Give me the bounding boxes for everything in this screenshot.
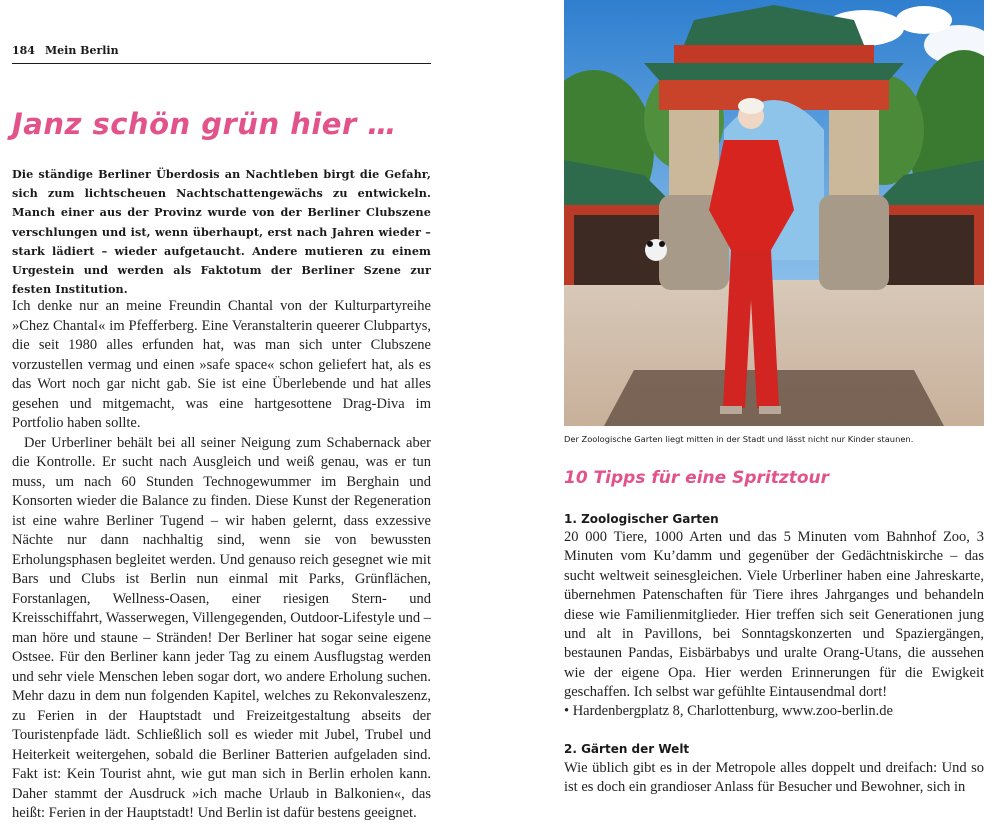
right-page (564, 0, 984, 800)
side-pavilion-right-opening (884, 215, 974, 285)
left-page (12, 0, 431, 821)
body-paragraph: Ich denke nur an meine Freundin Chantal von der Kulturpartyreihe »Chez Chantal« im Pfefferberg. Eine Veranstalterin queerer Clubpartys, die seit 1980 alles erfunden hat, was man sich unter Clubszene vorzustellen vermag und einen »safe space« schon geliefert hat, als es das Wort noch gar nicht gab. Sie ist eine Überlebende und hat alles gesehen und mitgemacht, was eine hartgesottene Drag-Diva im Portfolio haben sollte. (12, 298, 431, 431)
tips-title: 10 Tipps für eine Spritztour (564, 468, 830, 488)
chapter-title: Janz schön grün hier … (12, 107, 397, 141)
person-shoe (759, 406, 781, 414)
person-hair (738, 98, 764, 114)
panda-sign-ear (659, 241, 665, 247)
zoo-gate-photo (564, 0, 984, 426)
section-name: Mein Berlin (44, 44, 119, 57)
tip-heading: 2. Gärten der Welt (564, 742, 690, 756)
tip-heading: 1. Zoologischer Garten (564, 512, 719, 526)
running-head (12, 43, 431, 64)
person-shoe (720, 406, 742, 414)
cloud (896, 6, 952, 34)
gate-roof-lower (644, 63, 904, 80)
elephant-statue-right (819, 195, 889, 290)
tip-body: 20 000 Tiere, 1000 Arten und das 5 Minuten vom Bahnhof Zoo, 3 Minuten vom Ku’damm und gegenüber der Gedächtniskirche – das sucht weltweit seinesgleichen. Viele Urberliner haben eine Jahreskarte, übernehmen Patenschaften für Tiere ihres Jahrganges und behandeln diese wie Familienmitglieder. Hier treffen sich seit Generationen jung und alt in Pavillons, bei Sonntagskonzerten und Spaziergängen, bestaunen Pandas, Eisbärbabys und uralte Orang-Utans, die aussehen wie der eigene Opa. Hier werden Erinnerungen für die Ewigkeit geschaffen. Ich selbst war gefühlte Eintausendmal dort! (564, 529, 984, 701)
page-number: 184 (12, 44, 35, 57)
gate-roof-band (674, 45, 874, 63)
body-paragraph: Der Urberliner behält bei all seiner Neigung zum Schabernack aber die Kontrolle. Er sucht nach Ausgleich und weiß genau, was er tun muss, um nach 60 Stunden Technogewummer im Berghain und Konsorten wieder die Balance zu finden. Diese Kunst der Regeneration ist eine wahre Berliner Tugend – wir haben gelernt, dass exzessive Nächte nur dann nachhaltig sind, wenn sie von bewussten Erholungsphasen begleitet werden. Und genauso reich gesegnet wie mit Bars und Clubs ist Berlin nun einmal mit Parks, Grünflächen, Forstanlagen, Wellness-Oasen, einer riesigen Stern- und Kreisschiffahrt, Wasserwegen, Villengegenden, Outdoor-Lifestyle und – man höre und staune – Stränden! Der Berliner hat sogar seine eigene Ostsee. Für den Berliner kann jeder Tag zu einem Ausflugstag werden und sehr viele Menschen leben sogar dort, wo andere Erholung suchen. Mehr dazu in dem nun folgenden Kapitel, welches zu Rekonvaleszenz, zu Ferien in der Hauptstadt und Freizeitgestaltung abseits der Touristenpfade lädt. Schließlich soll es wieder mit Jubel, Trubel und Heiterkeit weitergehen, sobald die Berliner Batterien aufgeladen sind. Fakt ist: Kein Tourist ahnt, wie gut man sich in Berlin erholen kann. Daher stammt der Ausdruck »ich mache Urlaub in Balkonien«, das heißt: Ferien in der Hauptstadt! Und Berlin ist dafür bestens geeignet. (12, 434, 431, 821)
tip-body: Wie üblich gibt es in der Metropole alles doppelt und dreifach: Und so ist es doch ein grandioser Anlass für Besucher und Bewohner, sich in (564, 760, 984, 796)
body-text (12, 297, 431, 824)
lead-paragraph: Die ständige Berliner Überdosis an Nachtleben birgt die Gefahr, sich zum lichtscheuen Nachtschattengewächs zu entwickeln. Manch einer aus der Provinz wurde von der Berliner Clubszene verschlungen und ist, wenn überhaupt, erst nach Jahren wieder – stark lädiert – wieder aufgetaucht. Andere mutieren zu einem Urgestein und werden als Faktotum der Berliner Szene zur festen Institution. (12, 167, 431, 297)
photo-caption: Der Zoologische Garten liegt mitten in der Stadt und lässt nicht nur Kinder staunen. (564, 434, 914, 444)
tip-address: • Hardenbergplatz 8, Charlottenburg, www.zoo-berlin.de (564, 703, 893, 719)
panda-sign-ear (647, 241, 653, 247)
